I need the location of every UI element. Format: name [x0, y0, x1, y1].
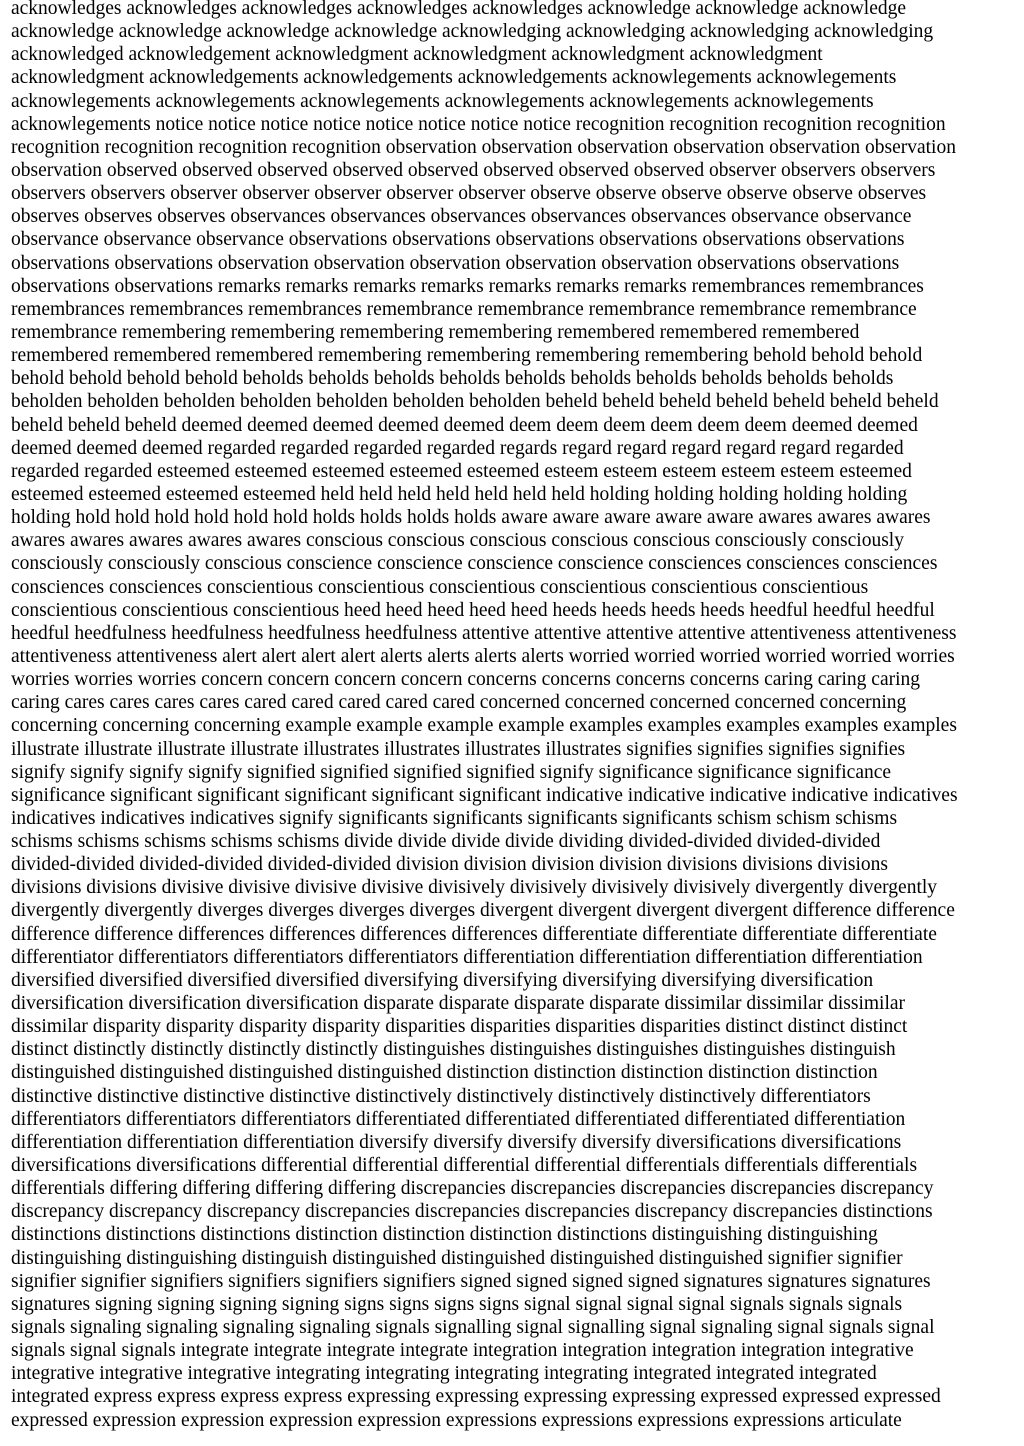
text-line: indicatives indicatives indicatives signify significants significants significants significants schism schism schisms: [11, 807, 898, 829]
text-line: remembrances remembrances remembrances remembrance remembrance remembrance remembrance remembrance: [11, 298, 917, 320]
text-line: acknowledge acknowledge acknowledge acknowledge acknowledging acknowledging acknowledging acknowledging: [11, 21, 934, 43]
text-line: behold behold behold behold beholds beholds beholds beholds beholds beholds beholds beholds beholds beholds: [11, 368, 894, 390]
text-line: holding hold hold hold hold hold hold holds holds holds holds aware aware aware aware aware awares awares awares: [11, 507, 931, 529]
text-line: conscientious conscientious conscientious heed heed heed heed heed heeds heeds heeds heeds heedful heedful heedful: [11, 599, 935, 621]
text-line: remembrance remembering remembering remembering remembering remembered remembered remembered: [11, 321, 860, 343]
text-line: discrepancy discrepancy discrepancy discrepancies discrepancies discrepancies discrepancy discrepancies distinctions: [11, 1201, 933, 1223]
text-line: remembered remembered remembered remembering remembering remembering remembering behold behold behold: [11, 345, 923, 367]
text-line: distinct distinctly distinctly distinctly distinctly distinguishes distinguishes distinguishes distinguishes distinguish: [11, 1039, 896, 1061]
text-line: awares awares awares awares awares conscious conscious conscious conscious conscious consciously consciously: [11, 530, 904, 552]
text-line: differentials differing differing differing differing discrepancies discrepancies discrepancies discrepancies discrepancy: [11, 1178, 934, 1200]
text-line: signifier signifier signifiers signifiers signifiers signifiers signed signed signed signed signatures signatures signatures: [11, 1270, 931, 1292]
text-line: divided-divided divided-divided divided-divided division division division division divisions divisions divisions: [11, 854, 888, 876]
text-line: distinctions distinctions distinctions distinction distinction distinction distinctions distinguishing distinguishing: [11, 1224, 878, 1246]
text-line: consciously consciously conscious conscience conscience conscience conscience consciences consciences consciences: [11, 553, 938, 575]
text-line: divisions divisions divisive divisive divisive divisive divisively divisively divisively divisively divergently divergently: [11, 877, 938, 899]
text-line: illustrate illustrate illustrate illustrate illustrates illustrates illustrates illustrates signifies signifies signifies signifies: [11, 738, 906, 760]
text-line: integrated express express express express expressing expressing expressing expressing expressed expressed expressed: [11, 1386, 941, 1408]
text-line: observance observance observance observations observations observations observations observations observations: [11, 229, 905, 251]
text-line: attentiveness attentiveness alert alert alert alert alerts alerts alerts alerts worried worried worried worried worried worries: [11, 645, 955, 667]
text-line: recognition recognition recognition recognition observation observation observation observation observation observation: [11, 136, 956, 158]
text-line: observers observers observer observer observer observer observer observe observe observe observe observe observes: [11, 183, 927, 205]
text-line: signals signaling signaling signaling signaling signals signalling signal signalling signal signaling signal signals signal: [11, 1317, 935, 1339]
text-line: observes observes observes observances observances observances observances observances observance observance: [11, 206, 912, 228]
text-line: distinguished distinguished distinguished distinguished distinction distinction distinction distinction distinction: [11, 1062, 878, 1084]
text-line: significance significant significant significant significant significant indicative indicative indicative indicative indicatives: [11, 784, 958, 806]
text-line: schisms schisms schisms schisms schisms divide divide divide divide dividing divided-divided divided-divided: [11, 831, 881, 853]
text-line: observations observations remarks remarks remarks remarks remarks remarks remarks remembrances remembrances: [11, 275, 924, 297]
text-line: acknowlegements acknowlegements acknowlegements acknowlegements acknowlegements acknowlegements: [11, 90, 874, 112]
text-line: acknowledged acknowledgement acknowledgment acknowledgment acknowledgment acknowledgment: [11, 44, 823, 66]
text-line: deemed deemed deemed regarded regarded regarded regarded regards regard regard regard regard regard regarded: [11, 437, 904, 459]
text-line: differentiator differentiators differentiators differentiators differentiation differentiation differentiation differentiation: [11, 946, 923, 968]
text-line: acknowlegements notice notice notice notice notice notice notice notice recognition recognition recognition recognition: [11, 113, 946, 135]
text-line: acknowledges acknowledges acknowledges acknowledges acknowledges acknowledge acknowledge acknowledge: [11, 0, 907, 19]
text-line: acknowledgment acknowledgements acknowledgements acknowledgements acknowlegements acknowlegements: [11, 67, 897, 89]
text-line: observation observed observed observed observed observed observed observed observed observer observers observers: [11, 159, 936, 181]
text-line: difference difference differences differences differences differences differentiate differentiate differentiate differentiate: [11, 923, 937, 945]
text-line: heedful heedfulness heedfulness heedfulness heedfulness attentive attentive attentive attentive attentiveness attentiveness: [11, 622, 957, 644]
text-line: consciences consciences conscientious conscientious conscientious conscientious conscientious conscientious: [11, 576, 869, 598]
text-line: esteemed esteemed esteemed esteemed held held held held held held held holding holding holding holding holding: [11, 483, 908, 505]
word-list-text: [11, 0, 1015, 1432]
text-line: divergently divergently diverges diverges diverges diverges divergent divergent divergent divergent difference difference: [11, 900, 955, 922]
text-line: worries worries worries concern concern concern concern concerns concerns concerns concerns caring caring caring: [11, 669, 921, 691]
text-line: differentiation differentiation differentiation diversify diversify diversify diversify diversifications diversifications: [11, 1131, 902, 1153]
text-line: signify signify signify signify signified signified signified signified signify significance significance significance: [11, 761, 892, 783]
text-line: diversifications diversifications differential differential differential differential differentials differentials differentials: [11, 1155, 918, 1177]
text-line: beheld beheld beheld deemed deemed deemed deemed deemed deem deem deem deem deem deem deemed deemed: [11, 414, 918, 436]
text-line: signatures signing signing signing signing signs signs signs signs signal signal signal signal signals signals signals: [11, 1293, 903, 1315]
text-line: concerning concerning concerning example example example example examples examples examples examples examples: [11, 715, 957, 737]
text-line: signals signal signals integrate integrate integrate integrate integration integration integration integration integrative: [11, 1340, 914, 1362]
text-line: observations observations observation observation observation observation observation observations observations: [11, 252, 900, 274]
text-line: expressed expression expression expression expression expressions expressions expressions expressions articulate: [11, 1409, 902, 1431]
text-line: distinctive distinctive distinctive distinctive distinctively distinctively distinctively distinctively differentiators: [11, 1085, 871, 1107]
text-line: dissimilar disparity disparity disparity disparity disparities disparities disparities disparities distinct distinct distinct: [11, 1016, 908, 1038]
text-line: differentiators differentiators differentiators differentiated differentiated differentiated differentiated differentiation: [11, 1108, 906, 1130]
text-line: diversification diversification diversification disparate disparate disparate disparate dissimilar dissimilar dissimilar: [11, 993, 906, 1015]
text-line: caring cares cares cares cares cared cared cared cared cared concerned concerned concerned concerned concerning: [11, 692, 907, 714]
text-line: diversified diversified diversified diversified diversifying diversifying diversifying diversifying diversification: [11, 969, 874, 991]
text-line: regarded regarded esteemed esteemed esteemed esteemed esteemed esteem esteem esteem esteem esteem esteemed: [11, 460, 912, 482]
text-line: beholden beholden beholden beholden beholden beholden beholden beheld beheld beheld beheld beheld beheld beheld: [11, 391, 939, 413]
text-line: distinguishing distinguishing distinguish distinguished distinguished distinguished distinguished signifier signifier: [11, 1247, 903, 1269]
text-line: integrative integrative integrative integrating integrating integrating integrating integrated integrated integrated: [11, 1363, 877, 1385]
